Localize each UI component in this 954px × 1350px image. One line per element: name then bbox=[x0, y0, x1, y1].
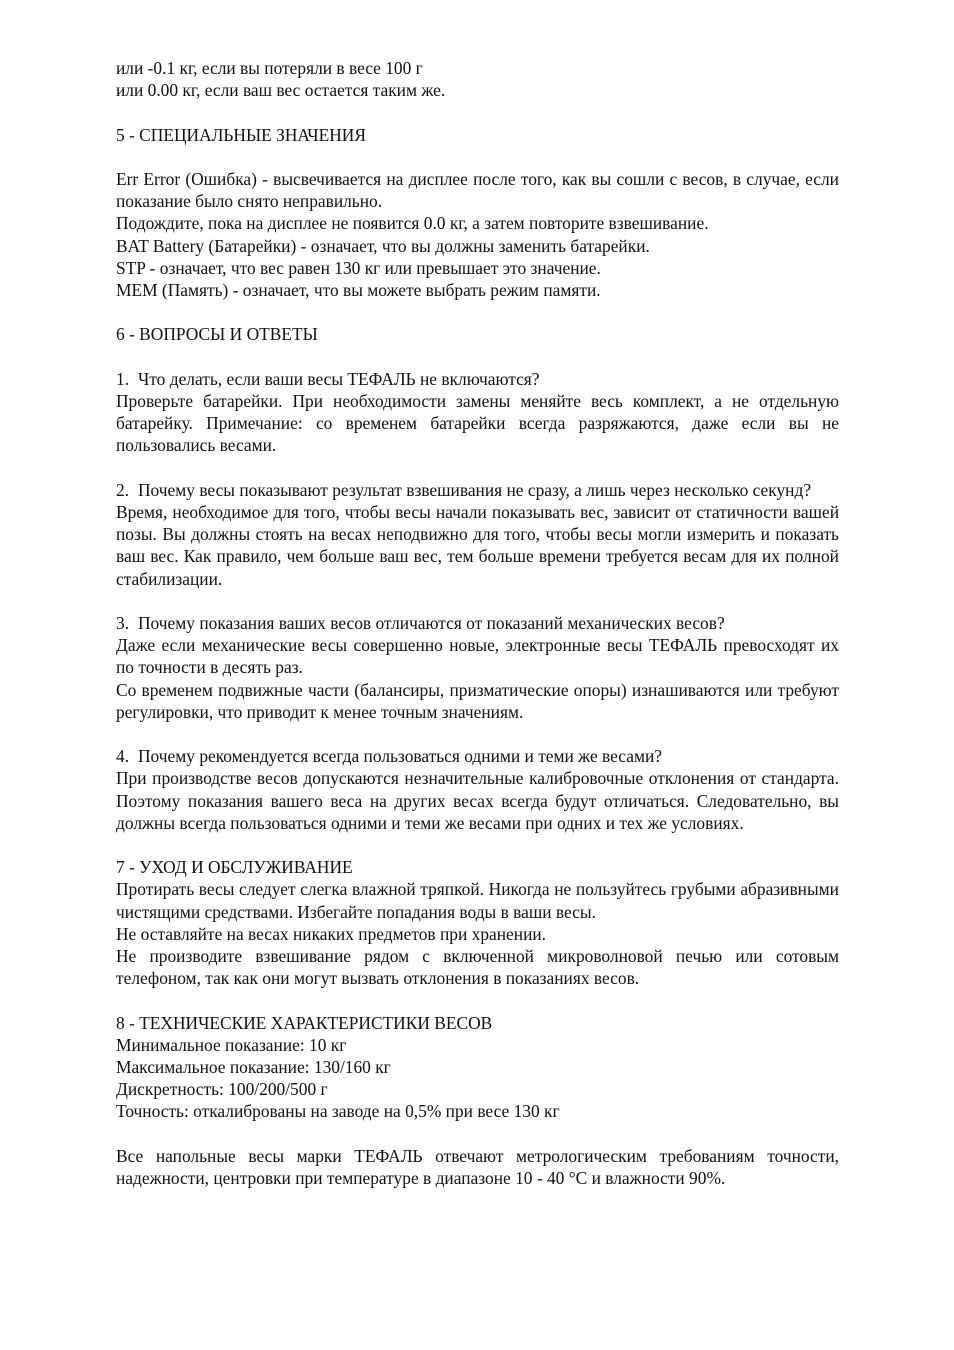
question-number: 3. bbox=[116, 612, 130, 633]
answer-3: Даже если механические весы совершенно новые, электронные весы ТЕФАЛЬ превосходят их по точности в десять раз. bbox=[116, 635, 839, 678]
question-4 bbox=[116, 745, 839, 767]
spec-discreteness: Дискретность: 100/200/500 г bbox=[116, 1079, 328, 1100]
care-paragraph-2: Не оставляйте на весах никаких предметов при хранении. bbox=[116, 923, 547, 944]
intro-line-1: или -0.1 кг, если вы потеряли в весе 100 г bbox=[116, 58, 423, 78]
answer-4: При производстве весов допускаются незначительные калибровочные отклонения от стандарта. Поэтому показания вашего веса на других весах всегда будут отличаться. Следовательно, вы должны всегда пользоваться одними и теми же весами при одних и тех же условиях. bbox=[116, 768, 839, 833]
document-page bbox=[116, 57, 839, 1189]
stp-description: STP - означает, что вес равен 130 кг или превышает это значение. bbox=[116, 257, 601, 278]
closing-paragraph: Все напольные весы марки ТЕФАЛЬ отвечают метрологическим требованиям точности, надежности, центровки при температуре в диапазоне 10 - 40 °С и влажности 90%. bbox=[116, 1145, 839, 1188]
question-text: Почему весы показывают результат взвешивания не сразу, а лишь через несколько секунд? bbox=[138, 479, 812, 500]
intro-line-2: или 0.00 кг, если ваш вес остается таким же. bbox=[116, 80, 446, 101]
wait-instruction: Подождите, пока на дисплее не появится 0.0 кг, а затем повторите взвешивание. bbox=[116, 213, 709, 234]
question-number: 2. bbox=[116, 479, 130, 500]
care-paragraph-1: Протирать весы следует слегка влажной тряпкой. Никогда не пользуйтесь грубыми абразивными чистящими средствами. Избегайте попадания воды в ваши весы. bbox=[116, 879, 839, 922]
answer-1: Проверьте батарейки. При необходимости замены меняйте весь комплект, а не отдельную батарейку. Примечание: со временем батарейки всегда разряжаются, даже если вы не пользовались весами. bbox=[116, 390, 839, 456]
question-text: Почему рекомендуется всегда пользоваться одними и теми же весами? bbox=[138, 746, 662, 767]
spec-accuracy: Точность: откалиброваны на заводе на 0,5% при весе 130 кг bbox=[116, 1101, 560, 1122]
question-number: 1. bbox=[116, 368, 130, 389]
question-2 bbox=[116, 479, 839, 501]
spec-max: Максимальное показание: 130/160 кг bbox=[116, 1057, 391, 1077]
section-6-heading: 6 - ВОПРОСЫ И ОТВЕТЫ bbox=[116, 324, 318, 345]
mem-description: MEM (Память) - означает, что вы можете выбрать режим памяти. bbox=[116, 280, 601, 300]
section-8-heading: 8 - ТЕХНИЧЕСКИЕ ХАРАКТЕРИСТИКИ ВЕСОВ bbox=[116, 1012, 493, 1033]
answer-3-continued: Со временем подвижные части (балансиры, призматические опоры) изнашиваются или требуют регулировки, что приводит к менее точным значениям. bbox=[116, 679, 839, 722]
bat-description: BAT Battery (Батарейки) - означает, что вы должны заменить батарейки. bbox=[116, 235, 650, 256]
answer-2: Время, необходимое для того, чтобы весы начали показывать вес, зависит от статичности вашей позы. Вы должны стоять на весах неподвижно для того, чтобы весы могли измерить и показать ваш вес. Как правило, чем больше ваш вес, тем больше времени требуется весам для их полной стабилизации. bbox=[116, 501, 839, 589]
question-number: 4. bbox=[116, 746, 130, 767]
question-1 bbox=[116, 368, 839, 390]
section-7-heading: 7 - УХОД И ОБСЛУЖИВАНИЕ bbox=[116, 857, 353, 878]
question-3 bbox=[116, 612, 839, 634]
spec-min: Минимальное показание: 10 кг bbox=[116, 1034, 347, 1055]
question-text: Что делать, если ваши весы ТЕФАЛЬ не включаются? bbox=[138, 368, 540, 389]
care-paragraph-3: Не производите взвешивание рядом с включенной микроволновой печью или сотовым телефоном, так как они могут вызвать отклонения в показаниях весов. bbox=[116, 946, 839, 989]
question-text: Почему показания ваших весов отличаются от показаний механических весов? bbox=[138, 612, 725, 633]
section-5-heading: 5 - СПЕЦИАЛЬНЫЕ ЗНАЧЕНИЯ bbox=[116, 124, 366, 145]
err-description: Err Error (Ошибка) - высвечивается на дисплее после того, как вы сошли с весов, в случае, если показание было снято неправильно. bbox=[116, 168, 839, 212]
